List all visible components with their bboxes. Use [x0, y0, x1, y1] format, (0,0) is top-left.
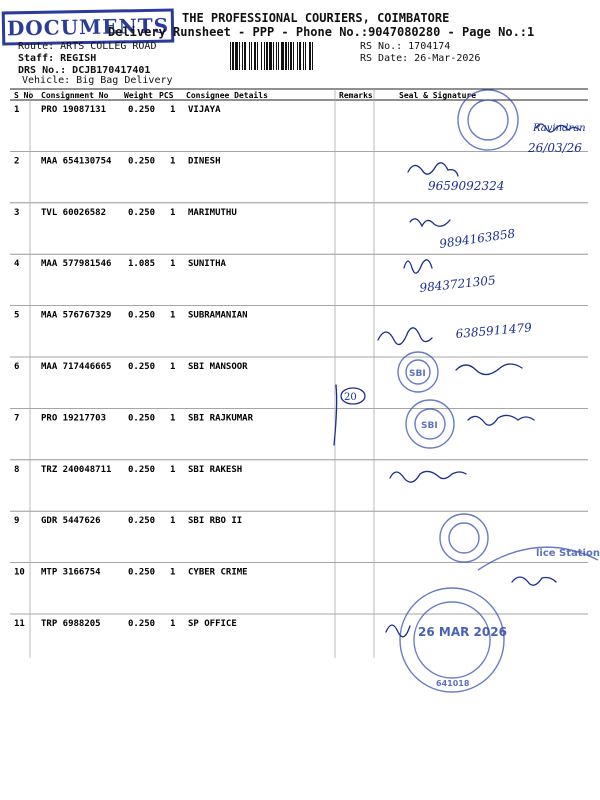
cell-consignee: SBI RAJKUMAR: [188, 413, 254, 424]
sbi-stamp-row7: [406, 400, 454, 448]
handwritten-row1-date: 26/03/26: [528, 141, 582, 155]
cell-sno: 8: [14, 464, 20, 475]
signature-row8: [390, 471, 466, 482]
cell-sno: 5: [14, 310, 20, 321]
cell-weight: 0.250: [128, 516, 156, 527]
date-stamp: 26 MAR 2026: [418, 625, 507, 639]
cell-weight: 0.250: [128, 207, 156, 218]
cell-consignee: SBI RBO II: [188, 516, 243, 527]
cell-weight: 0.250: [128, 413, 156, 424]
runsheet-title: Delivery Runsheet - PPP - Phone No.:9047080280 - Page No.:1: [108, 25, 535, 39]
company-name: THE PROFESSIONAL COURIERS, COIMBATORE: [182, 11, 450, 25]
cell-consignee: SBI RAKESH: [188, 464, 243, 475]
col-pcs: PCS: [159, 91, 174, 100]
cell-consignee: DINESH: [188, 156, 221, 167]
handwritten-row1-name: Ravindran: [533, 123, 586, 134]
cell-pcs: 1: [170, 362, 176, 372]
police-station-stamp: [478, 547, 600, 570]
signature-row5: [378, 328, 432, 345]
cell-sno: 9: [14, 516, 20, 527]
cell-weight: 0.250: [128, 156, 156, 167]
svg-text:SBI: SBI: [409, 369, 426, 379]
cell-consignment: TRZ 240048711: [41, 464, 112, 475]
handwritten-row2-phone: 9659092324: [428, 179, 505, 193]
cell-sno: 1: [14, 105, 20, 115]
signature-row2: [408, 163, 458, 176]
cell-consignment: PRO 19217703: [41, 413, 107, 424]
sbi-stamp-row6: [398, 352, 438, 392]
cell-weight: 0.250: [128, 362, 156, 372]
cell-sno: 3: [14, 207, 20, 218]
signature-row7: [468, 415, 534, 425]
cell-consignee: SUNITHA: [188, 259, 226, 270]
cell-consignment: MAA 577981546: [41, 259, 112, 270]
svg-text:SBI: SBI: [421, 421, 438, 431]
seal-stamp-row11: [400, 588, 504, 692]
cell-weight: 1.085: [128, 259, 156, 270]
cell-consignment: MAA 717446665: [41, 362, 112, 372]
cell-weight: 0.250: [128, 310, 156, 321]
cell-weight: 0.250: [128, 619, 156, 629]
cell-pcs: 1: [170, 259, 176, 270]
cell-sno: 11: [14, 619, 25, 629]
cell-sno: 6: [14, 362, 20, 372]
staff-line: Staff: REGISH: [18, 53, 97, 64]
cell-sno: 2: [14, 156, 20, 167]
remark-number: 20: [344, 392, 357, 403]
handwritten-row3-phone: 9894163858: [438, 226, 517, 251]
cell-pcs: 1: [170, 567, 176, 578]
cell-weight: 0.250: [128, 105, 156, 115]
cell-consignment: TVL 60026582: [41, 207, 107, 218]
drs-line: DRS No.: DCJB170417401: [18, 65, 151, 76]
signature-row6: [456, 364, 522, 375]
cell-pcs: 1: [170, 207, 176, 218]
cell-consignment: GDR 5447626: [41, 516, 101, 527]
cell-consignee: SP OFFICE: [188, 619, 237, 629]
signature-row4: [404, 260, 432, 273]
svg-text:641018: 641018: [436, 679, 470, 688]
col-consignment: Consignment No: [41, 91, 109, 100]
cell-consignment: PRO 19087131: [41, 105, 107, 115]
cell-pcs: 1: [170, 105, 176, 115]
handwritten-row4-phone: 9843721305: [418, 273, 497, 295]
signature-row11: [386, 625, 410, 637]
cell-consignee: CYBER CRIME: [188, 567, 248, 578]
cell-weight: 0.250: [128, 567, 156, 578]
remark-bracket: [334, 385, 337, 445]
cell-consignment: MTP 3166754: [41, 567, 101, 578]
cell-consignment: MAA 654130754: [41, 156, 112, 167]
col-consignee: Consignee Details: [186, 91, 268, 100]
cell-weight: 0.250: [128, 464, 156, 475]
cell-sno: 10: [14, 567, 25, 578]
cell-pcs: 1: [170, 310, 176, 321]
handwritten-row5-phone: 6385911479: [455, 320, 533, 341]
vehicle-line: Vehicle: Big Bag Delivery: [22, 75, 173, 86]
route-line: Route: ARTS COLLEG ROAD: [18, 41, 157, 52]
rs-no: RS No.: 1704174: [360, 41, 451, 52]
cell-consignee: VIJAYA: [188, 105, 221, 115]
col-remarks: Remarks: [339, 91, 373, 100]
rs-date: RS Date: 26-Mar-2026: [360, 53, 481, 64]
cell-consignee: SUBRAMANIAN: [188, 310, 248, 321]
round-stamp-row1: [458, 90, 518, 150]
cell-consignee: MARIMUTHU: [188, 207, 237, 218]
svg-text:lice Station: lice Station: [536, 548, 600, 559]
cell-consignment: TRP 6988205: [41, 619, 101, 629]
cell-pcs: 1: [170, 413, 176, 424]
col-sno: S No: [14, 91, 34, 100]
cell-pcs: 1: [170, 464, 176, 475]
cell-consignment: MAA 576767329: [41, 310, 112, 321]
signature-row3: [410, 219, 450, 226]
cell-sno: 4: [14, 259, 20, 270]
cell-consignee: SBI MANSOOR: [188, 362, 248, 372]
signature-row10: [512, 577, 556, 585]
cell-sno: 7: [14, 413, 20, 424]
col-seal: Seal & Signature: [399, 91, 477, 100]
cell-pcs: 1: [170, 516, 176, 527]
round-stamp-row9: [440, 514, 488, 562]
documents-stamp: DOCUMENTS: [2, 9, 175, 46]
col-weight: Weight: [124, 91, 153, 100]
cell-pcs: 1: [170, 156, 176, 167]
cell-pcs: 1: [170, 619, 176, 629]
